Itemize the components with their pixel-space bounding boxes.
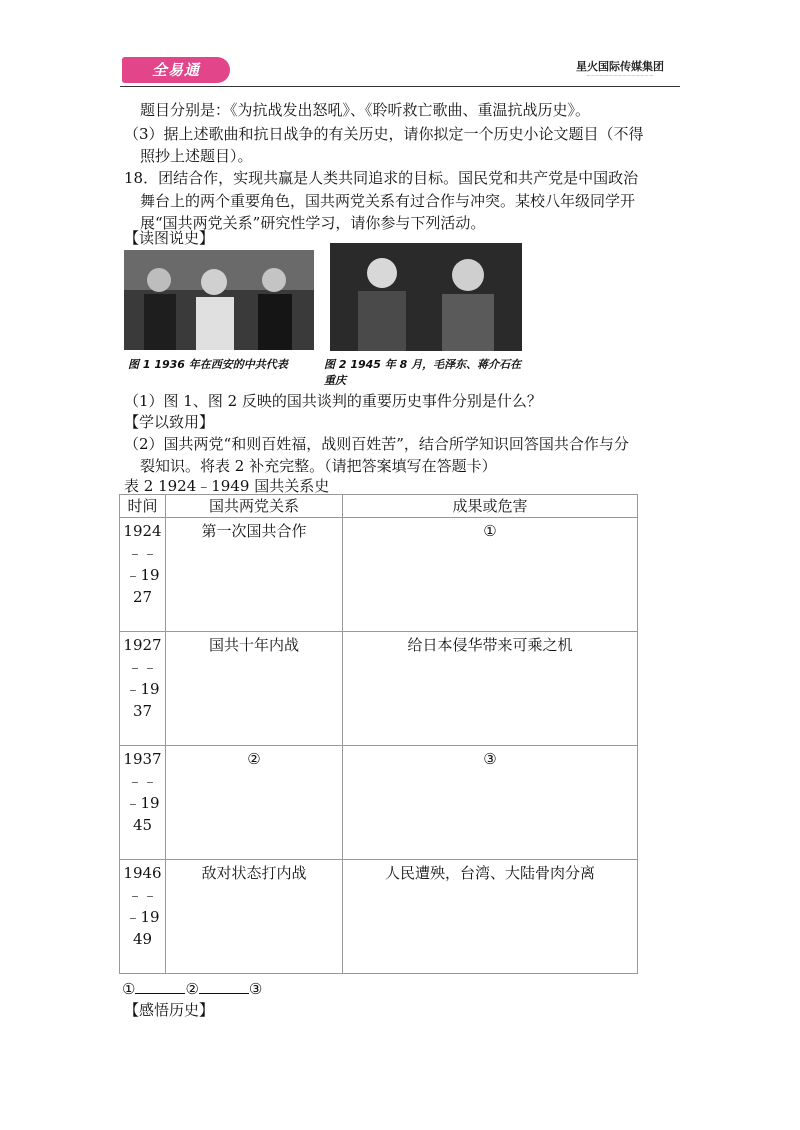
- figure-2-photo: [330, 243, 522, 351]
- result-cell: ③: [343, 746, 638, 860]
- answer-marker-2: ②: [185, 980, 199, 998]
- table-title: 表 2 1924﹣1949 国共关系史: [124, 477, 330, 495]
- header-divider: [120, 86, 680, 87]
- figure-captions: [122, 354, 522, 387]
- table-row: [120, 632, 638, 746]
- answer-marker-3: ③: [248, 980, 263, 998]
- page-header: [0, 0, 800, 90]
- time-cell: 1937﹣﹣﹣1945: [120, 746, 166, 860]
- time-cell: 1927﹣﹣﹣1937: [120, 632, 166, 746]
- figure-1-image: [124, 250, 314, 350]
- question-text-line: 照抄上述题目）。: [140, 147, 253, 165]
- table-row: [120, 860, 638, 974]
- question-text-line: 展“国共两党关系”研究性学习，请你参与下列活动。: [140, 214, 486, 232]
- question-text-line: （3）据上述歌曲和抗日战争的有关历史，请你拟定一个历史小论文题目（不得: [124, 125, 644, 143]
- answer-marker-1: ①: [122, 980, 136, 998]
- time-cell: 1946﹣﹣﹣1949: [120, 860, 166, 974]
- relation-cell: 第一次国共合作: [166, 518, 343, 632]
- result-cell: 人民遭殃，台湾、大陆骨肉分离: [343, 860, 638, 974]
- brand-logo: 全易通: [122, 57, 230, 83]
- result-cell: ①: [343, 518, 638, 632]
- header-time: 时间: [120, 495, 166, 518]
- answer-line: [122, 979, 262, 999]
- table-row: [120, 746, 638, 860]
- section-heading-read-pictures: 【读图说史】: [124, 229, 215, 247]
- figure-2-image: [330, 243, 522, 351]
- answer-blank-2[interactable]: [199, 979, 249, 994]
- figure-2-caption: 图 2 1945 年 8 月，毛泽东、蒋介石在重庆: [324, 358, 522, 387]
- header-result: 成果或危害: [343, 495, 638, 518]
- question-text-line: 舞台上的两个重要角色，国共两党关系有过合作与冲突。某校八年级同学开: [140, 192, 636, 210]
- relation-cell: 敌对状态打内战: [166, 860, 343, 974]
- section-heading-apply: 【学以致用】: [124, 413, 215, 431]
- company-subtitle-decoration: ———————————————: [586, 73, 654, 78]
- time-cell: 1924﹣﹣﹣1927: [120, 518, 166, 632]
- table-header-row: [120, 495, 638, 518]
- result-cell: 给日本侵华带来可乘之机: [343, 632, 638, 746]
- history-table: [119, 494, 638, 974]
- question-18-text: 18．团结合作，实现共赢是人类共同追求的目标。国民党和共产党是中国政治: [124, 169, 639, 187]
- figure-1-photo: [124, 250, 314, 350]
- relation-cell: 国共十年内战: [166, 632, 343, 746]
- question-1-text: （1）图 1、图 2 反映的国共谈判的重要历史事件分别是什么？: [124, 392, 542, 410]
- question-text-line: 题目分别是：《为抗战发出怒吼》、《聆听救亡歌曲、重温抗战历史》。: [140, 101, 591, 119]
- company-name: 星火国际传媒集团: [576, 60, 664, 73]
- section-heading-reflect: 【感悟历史】: [124, 1001, 215, 1019]
- figure-1-caption: 图 1 1936 年在西安的中共代表: [128, 358, 288, 371]
- answer-blank-1[interactable]: [135, 979, 185, 994]
- question-2-text: 裂知识。将表 2 补充完整。（请把答案填写在答题卡）: [140, 457, 497, 475]
- question-2-text: （2）国共两党“和则百姓福，战则百姓苦”，结合所学知识回答国共合作与分: [124, 435, 629, 453]
- table-row: [120, 518, 638, 632]
- header-relation: 国共两党关系: [166, 495, 343, 518]
- relation-cell: ②: [166, 746, 343, 860]
